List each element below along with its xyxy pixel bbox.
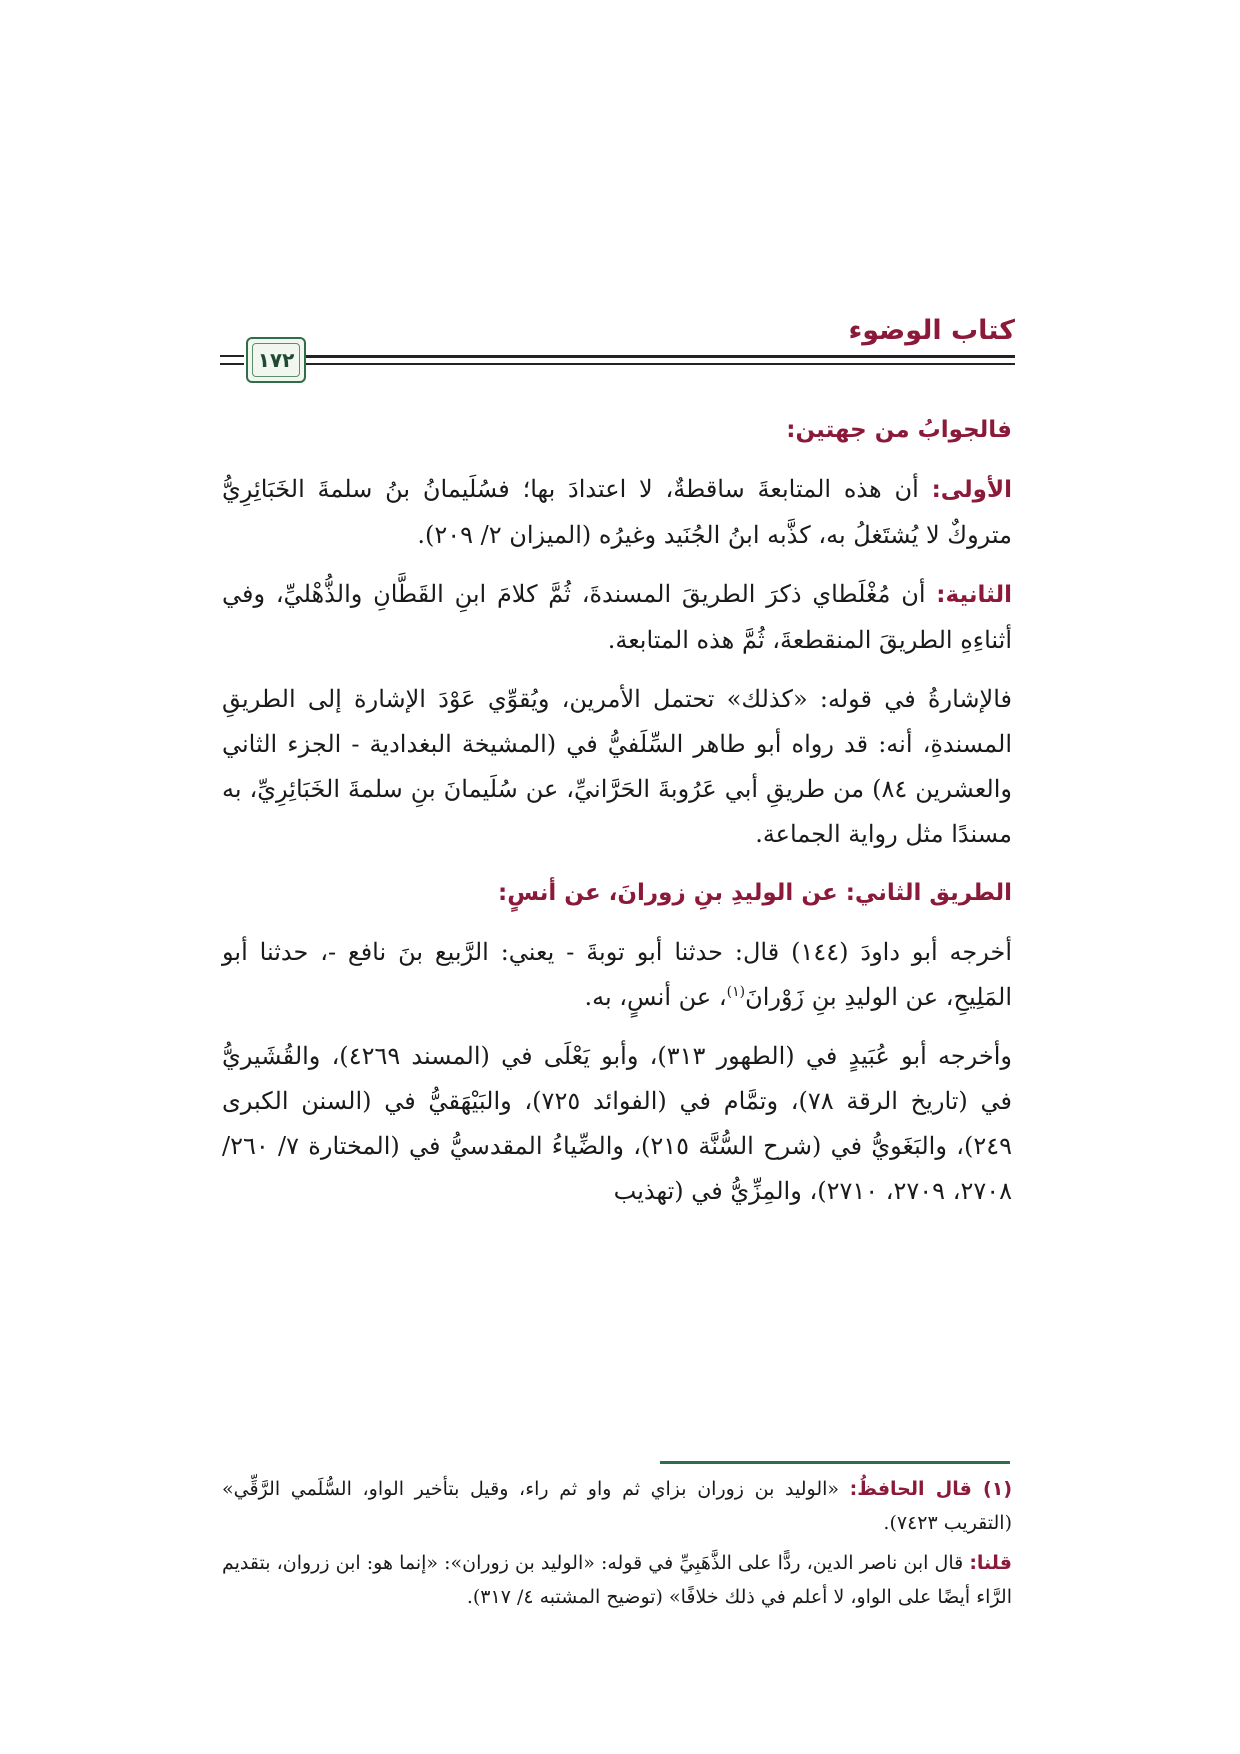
footnotes <box>222 1472 1012 1620</box>
first-point-label: الأولى: <box>931 477 1012 503</box>
main-text <box>222 408 1012 1228</box>
footnote-1-label: (١) قال الحافظُ: <box>849 1478 1012 1500</box>
abu-dawud-text-b: ، عن أنسٍ، به. <box>584 983 727 1011</box>
header-rule-thin <box>300 363 1015 365</box>
page-header <box>220 315 1015 390</box>
section-heading-answer: فالجوابُ من جهتين: <box>786 417 1012 443</box>
paragraph-other-sources: وأخرجه أبو عُبَيدٍ في (الطهور ٣١٣)، وأبو يَعْلَى في (المسند ٤٢٦٩)، والقُشَيريُّ في (تاريخ الرقة ٧٨)، وتمَّام في (الفوائد ٧٢٥)، والبَيْهَقيُّ في (السنن الكبرى ٢٤٩)، والبَغَويُّ في (شرح السُّنَّة ٢١٥)، والضِّياءُ المقدسيُّ في (المختارة ٧/ ٢٦٠/ ٢٧٠٨، ٢٧٠٩، ٢٧١٠)، والمِزِّيُّ في (تهذيب <box>222 1042 1013 1205</box>
paragraph-second-point <box>222 572 1012 663</box>
footnote-note-label: قلنا: <box>969 1552 1012 1574</box>
footnote-note-text: قال ابن ناصر الدين، ردًّا على الذَّهَبِيِّ في قوله: «الوليد بن زوران»: «إنما هو: ابن زروان، بتقديم الرَّاء أيضًا على الواو، لا أعلم في ذلك خلافًا» (توضيح المشتبه ٤/ ٣١٧). <box>222 1552 1012 1608</box>
page-number-badge <box>246 337 306 383</box>
header-rule-left-1 <box>220 355 244 357</box>
footnote-note <box>222 1546 1012 1614</box>
footnote-separator <box>660 1461 1010 1464</box>
footnote-1-text: «الوليد بن زوران بزاي ثم واو ثم راء، وقيل بتأخير الواو، السُّلَمي الرَّقِّي» (التقريب ٧٤٢٣). <box>222 1478 1012 1534</box>
header-rule-left-2 <box>220 363 244 365</box>
first-point-text: أن هذه المتابعةَ ساقطةٌ، لا اعتدادَ بها؛ فسُلَيمانُ بنُ سلمةَ الخَبَائِرِيُّ متروكٌ لا يُشتَغلُ به، كذَّبه ابنُ الجُنَيد وغيرُه (الميزان ٢/ ٢٠٩). <box>222 475 1012 549</box>
section-heading-second-path: الطريق الثاني: عن الوليدِ بنِ زورانَ، عن أنسٍ: <box>498 880 1012 906</box>
second-point-label: الثانية: <box>936 582 1013 608</box>
paragraph-abu-dawud <box>222 930 1012 1020</box>
footnote-ref-1[interactable]: (١) <box>726 984 746 1000</box>
header-rule-thick <box>300 355 1015 358</box>
running-title: كتاب الوضوء <box>848 315 1015 346</box>
paragraph-first-point <box>222 467 1012 558</box>
footnote-1 <box>222 1472 1012 1540</box>
page-number: ١٧٢ <box>257 348 295 372</box>
second-point-text: أن مُغْلَطاي ذكرَ الطريقَ المسندةَ، ثُمَّ كلامَ ابنِ القَطَّانِ والذُّهْليِّ، وفي أثناءِهِ الطريقَ المنقطعةَ، ثُمَّ هذه المتابعة. <box>222 580 1012 654</box>
paragraph-indication: فالإشارةُ في قوله: «كذلك» تحتمل الأمرين، ويُقوِّي عَوْدَ الإشارة إلى الطريقِ المسندةِ، أنه: قد رواه أبو طاهر السِّلَفيُّ في (المشيخة البغدادية - الجزء الثاني والعشرين ٨٤) من طريقِ أبي عَرُوبةَ الحَرَّانيِّ، عن سُلَيمانَ بنِ سلمةَ الخَبَائِرِيِّ، به مسندًا مثل رواية الجماعة. <box>222 685 1012 848</box>
abu-dawud-text-a: أخرجه أبو داودَ (١٤٤) قال: حدثنا أبو توبةَ - يعني: الرَّبيع بنَ نافع -، حدثنا أبو المَلِيحِ، عن الوليدِ بنِ زَوْرانَ <box>222 938 1012 1011</box>
